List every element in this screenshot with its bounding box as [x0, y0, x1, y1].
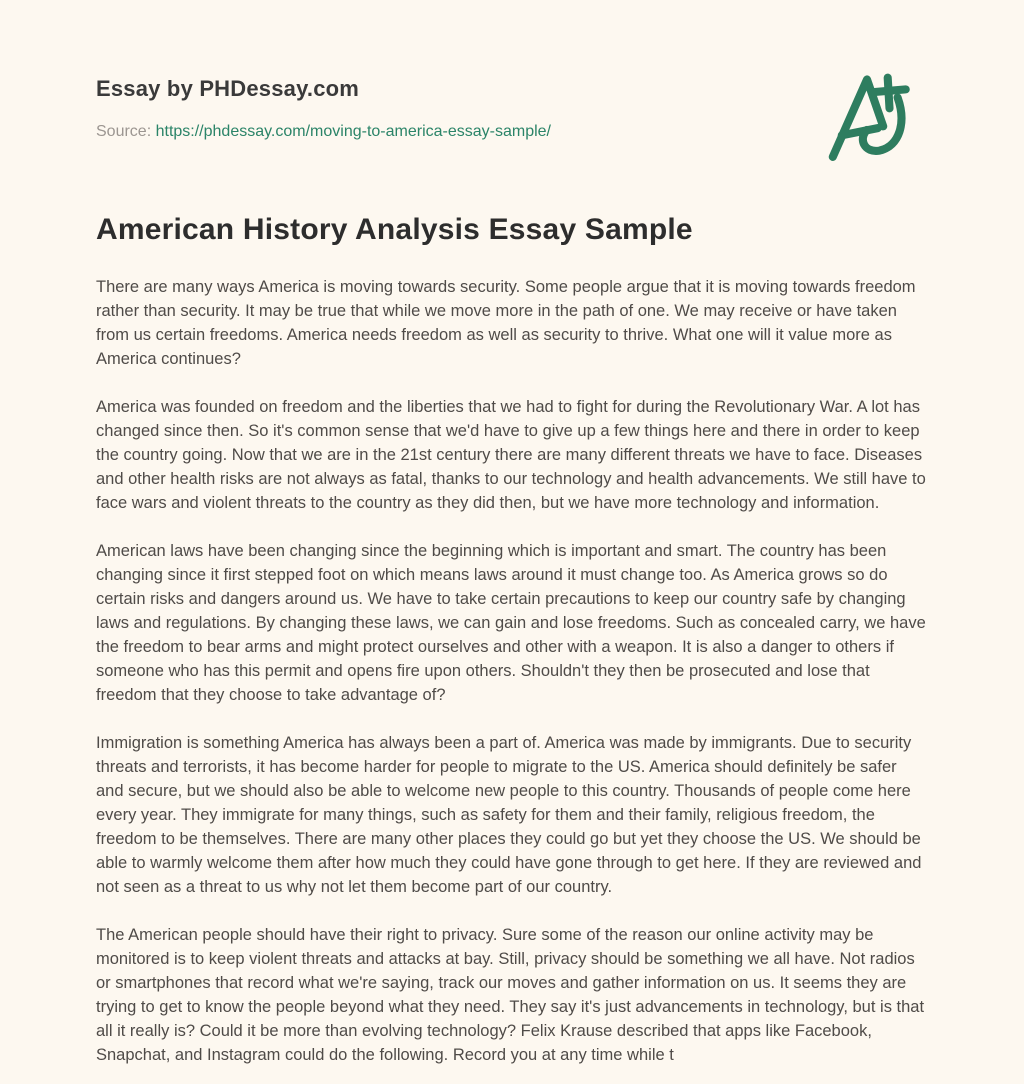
essay-paragraph: There are many ways America is moving towards security. Some people argue that it is moving towards freedom rather than security. It may be true that while we move more in the path of one. We may receive or have taken from us certain freedoms. America needs freedom as well as security to thrive. What one will it value more as America continues?: [96, 278, 916, 368]
source-url-link[interactable]: https://phdessay.com/moving-to-america-essay-sample/: [155, 123, 551, 140]
essay-paragraph: America was founded on freedom and the liberties that we had to fight for during the Revolutionary War. A lot has changed since then. So it's common sense that we'd have to give up a few things here and there in order to keep the country going. Now that we are in the 21st century there are many different threats we have to face. Diseases and other health risks are not always as fatal, thanks to our technology and health advancements. We still have to face wars and violent threats to the country as they did then, but we have more technology and information.: [96, 398, 926, 512]
essay-body: [96, 275, 928, 1067]
byline-heading: Essay by PHDessay.com: [96, 76, 360, 101]
essay-title: American History Analysis Essay Sample: [96, 213, 693, 246]
a-plus-logo-icon: [822, 68, 912, 163]
logo-plus-horizontal: [873, 89, 905, 92]
essay-paragraph: Immigration is something America has always been a part of. America was made by immigrants. Due to security threats and terrorists, it has become harder for people to migrate to the US. America should definitely be safer and secure, but we should also be able to welcome new people to this country. Thousands of people come here every year. They immigrate for many things, such as safety for them and their family, religious freedom, the freedom to be themselves. There are many other places they could go but yet they choose the US. We should be able to warmly welcome them after how much they could have gone through to get here. If they are reviewed and not seen as a threat to us why not let them become part of our country.: [96, 734, 922, 896]
source-label: Source:: [96, 123, 152, 140]
source-line: [96, 123, 928, 141]
essay-paragraph: American laws have been changing since the beginning which is important and smart. The country has been changing since it first stepped foot on which means laws around it must change too. As America grows so do certain risks and dangers around us. We have to take certain precautions to keep our country safe by changing laws and regulations. By changing these laws, we can gain and lose freedoms. Such as concealed carry, we have the freedom to bear arms and might protect ourselves and other with a weapon. It is also a danger to others if someone who has this permit and opens fire upon others. Shouldn't they then be prosecuted and lose that freedom that they choose to take advantage of?: [96, 542, 926, 704]
essay-paragraph: The American people should have their right to privacy. Sure some of the reason our online activity may be monitored is to keep violent threats and attacks at bay. Still, privacy should be something we all have. Not radios or smartphones that record what we're saying, track our moves and gather information on us. It seems they are trying to get to know the people beyond what they need. They say it's just advancements in technology, but is that all it really is? Could it be more than evolving technology? Felix Krause described that apps like Facebook, Snapchat, and Instagram could do the following. Record you at any time while t: [96, 926, 925, 1064]
